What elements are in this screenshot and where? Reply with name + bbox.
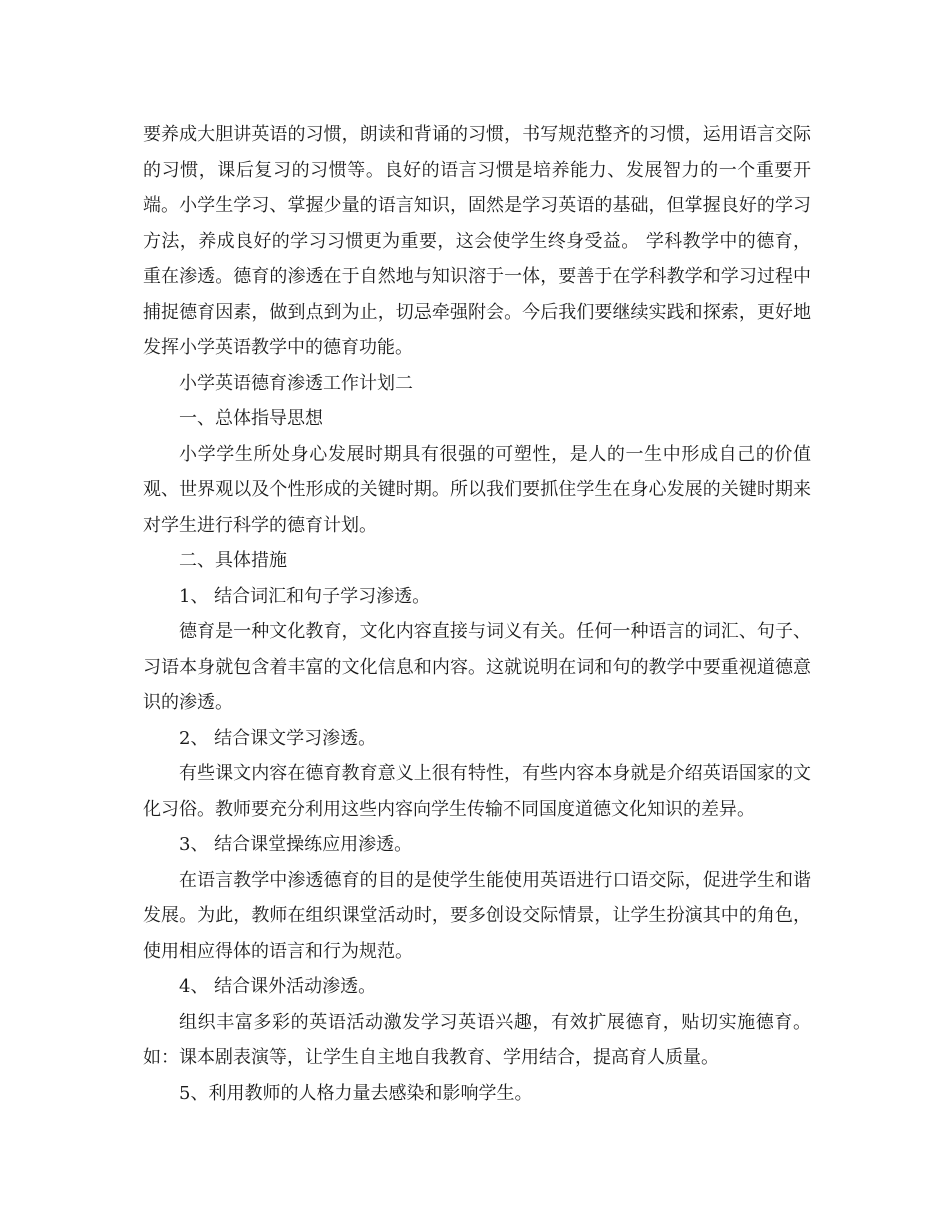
measure-heading-4: 4、 结合课外活动渗透。	[179, 976, 377, 997]
measure-paragraph-1: 德育是一种文化教育，文化内容直接与词义有关。任何一种语言的词汇、句子、习语本身就包含着丰富的文化信息和内容。这就说明在词和句的教学中要重视道德意识的渗透。	[143, 621, 811, 713]
heading-specific-measures: 二、具体措施	[179, 550, 287, 571]
document-body	[143, 117, 811, 1111]
paragraph-guiding-ideology: 小学学生所处身心发展时期具有很强的可塑性，是人的一生中形成自己的价值观、世界观以及个性形成的关键时期。所以我们要抓住学生在身心发展的关键时期来对学生进行科学的德育计划。	[143, 443, 811, 536]
measure-heading-5: 5、利用教师的人格力量去感染和影响学生。	[179, 1082, 533, 1104]
measure-heading-1: 1、 结合词汇和句子学习渗透。	[179, 585, 431, 607]
paragraph-habits-conclusion: 要养成大胆讲英语的习惯，朗读和背诵的习惯，书写规范整齐的习惯，运用语言交际的习惯，课后复习的习惯等。良好的语言习惯是培养能力、发展智力的一个重要开端。小学生学习、掌握少量的语言知识，固然是学习英语的基础，但掌握良好的学习方法，养成良好的学习习惯更为重要，这会使学生终身受益。 学科教学中的德育，重在渗透。德育的渗透在于自然地与知识溶于一体，要善于在学科教学和学习过程中捕捉德育因素，做到点到为止，切忌牵强附会。今后我们要继续实践和探索，更好地发挥小学英语教学中的德育功能。	[143, 124, 811, 358]
measure-paragraph-2: 有些课文内容在德育教育意义上很有特性，有些内容本身就是介绍英语国家的文化习俗。教师要充分利用这些内容向学生传输不同国度道德文化知识的差异。	[143, 763, 811, 820]
measure-paragraph-4: 组织丰富多彩的英语活动激发学习英语兴趣，有效扩展德育，贴切实施德育。如：课本剧表演等，让学生自主地自我教育、学用结合，提高育人质量。	[143, 1011, 811, 1068]
heading-guiding-ideology: 一、总体指导思想	[179, 408, 323, 429]
measure-heading-3: 3、 结合课堂操练应用渗透。	[179, 834, 413, 855]
measure-paragraph-3: 在语言教学中渗透德育的目的是使学生能使用英语进行口语交际，促进学生和谐发展。为此，教师在组织课堂活动时，要多创设交际情景，让学生扮演其中的角色，使用相应得体的语言和行为规范。	[143, 869, 811, 962]
measure-heading-2: 2、 结合课文学习渗透。	[179, 727, 377, 749]
section-title-plan-two: 小学英语德育渗透工作计划二	[179, 372, 413, 394]
